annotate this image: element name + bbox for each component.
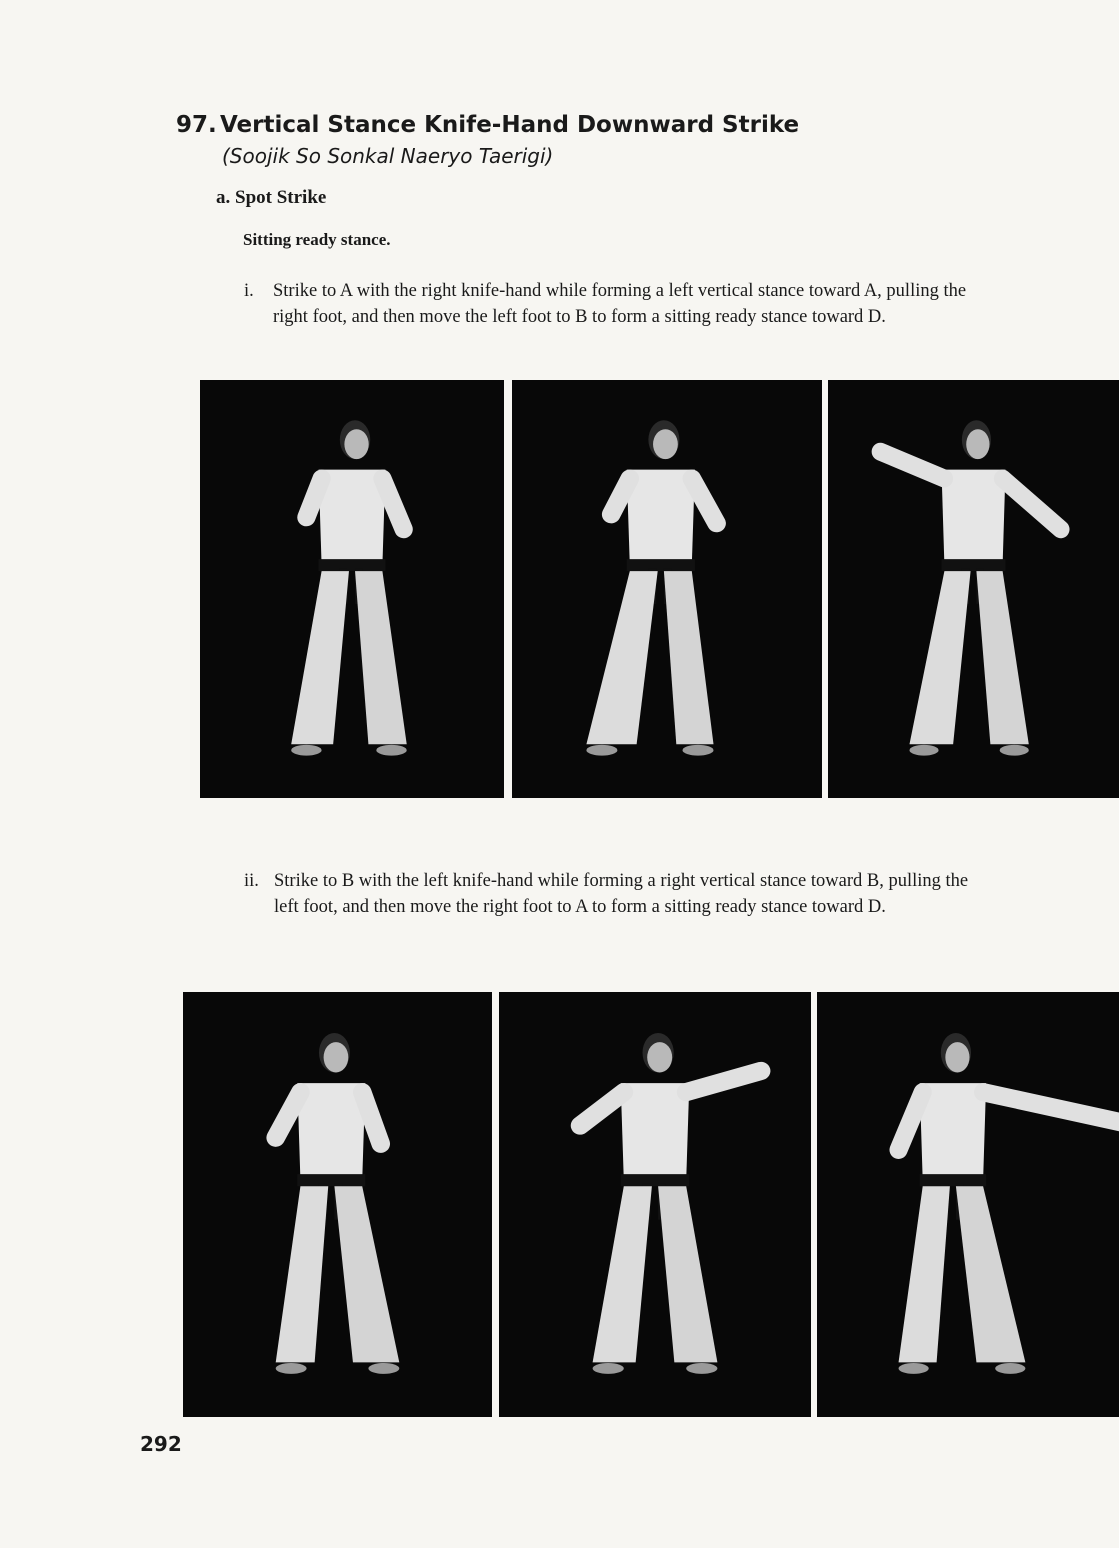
exercise-subtitle: (Soojik So Sonkal Naeryo Taerigi) (222, 144, 554, 168)
figure-right-foot (1000, 745, 1029, 756)
practitioner-figure (183, 992, 492, 1417)
figure-belt (920, 1174, 986, 1186)
figure-left-arm (899, 1092, 923, 1150)
figure-face (653, 429, 678, 459)
figure-left-arm (580, 1092, 624, 1125)
section-label: a. Spot Strike (216, 187, 327, 208)
figure-face (647, 1042, 672, 1072)
photo-sequence-step-2 (183, 992, 1119, 1417)
practitioner-figure (499, 992, 811, 1417)
practitioner-figure (512, 380, 822, 798)
figure-left-arm (880, 452, 944, 479)
figure-right-arm (692, 479, 717, 524)
figure-belt (319, 559, 386, 571)
figure-left-foot (909, 745, 938, 756)
figure-right-leg (956, 1186, 1025, 1362)
figure-left-foot (586, 745, 617, 756)
photo-step-1-frame-3 (828, 380, 1119, 798)
figure-right-arm (382, 479, 403, 530)
figure-left-foot (276, 1363, 307, 1374)
figure-right-leg (334, 1186, 399, 1362)
figure-right-leg (658, 1186, 717, 1362)
practitioner-figure (828, 380, 1119, 798)
figure-right-leg (664, 571, 714, 744)
photo-step-1-frame-1 (200, 380, 504, 798)
figure-left-foot (593, 1363, 624, 1374)
figure-left-leg (276, 1186, 329, 1362)
photo-step-2-frame-2 (499, 992, 811, 1417)
photo-sequence-step-1 (200, 380, 1119, 798)
figure-left-arm (611, 479, 630, 515)
figure-face (324, 1042, 349, 1072)
exercise-number: 97. (176, 112, 217, 138)
practitioner-figure (817, 992, 1119, 1417)
figure-left-arm (276, 1092, 301, 1138)
figure-left-foot (291, 745, 321, 756)
figure-belt (627, 559, 695, 571)
figure-right-arm (362, 1092, 381, 1144)
figure-right-foot (683, 745, 714, 756)
figure-right-foot (995, 1363, 1025, 1374)
ready-stance-text: Sitting ready stance. (243, 230, 391, 249)
figure-face (966, 429, 989, 459)
figure-face (344, 429, 368, 459)
step-1-marker: i. (244, 281, 254, 301)
figure-right-foot (376, 745, 406, 756)
step-2-text: Strike to B with the left knife-hand while forming a right vertical stance toward B, pulling the left foot, and then move the right foot to A to form a sitting ready stance toward D. (274, 871, 969, 917)
figure-belt (621, 1174, 690, 1186)
figure-left-foot (899, 1363, 929, 1374)
photo-step-2-frame-1 (183, 992, 492, 1417)
photo-step-1-frame-2 (512, 380, 822, 798)
figure-face (945, 1042, 969, 1072)
figure-right-leg (976, 571, 1028, 744)
figure-left-leg (593, 1186, 652, 1362)
step-1-text: Strike to A with the right knife-hand while forming a left vertical stance toward A, pulling the right foot, and then move the left foot to B to form a sitting ready stance toward D. (273, 281, 967, 327)
figure-right-leg (355, 571, 407, 744)
figure-left-leg (291, 571, 349, 744)
figure-left-leg (899, 1186, 950, 1362)
figure-belt (941, 559, 1005, 571)
figure-belt (297, 1174, 365, 1186)
figure-left-leg (909, 571, 970, 744)
page-number: 292 (140, 1432, 182, 1456)
figure-right-arm (1003, 479, 1061, 530)
step-2-marker: ii. (244, 871, 259, 891)
figure-right-arm (983, 1092, 1119, 1122)
figure-left-arm (306, 479, 321, 518)
figure-right-foot (368, 1363, 399, 1374)
exercise-title: Vertical Stance Knife-Hand Downward Strike (220, 112, 800, 138)
practitioner-figure (200, 380, 504, 798)
figure-right-foot (686, 1363, 717, 1374)
figure-right-arm (686, 1071, 761, 1092)
figure-left-leg (586, 571, 657, 744)
photo-step-2-frame-3 (817, 992, 1119, 1417)
